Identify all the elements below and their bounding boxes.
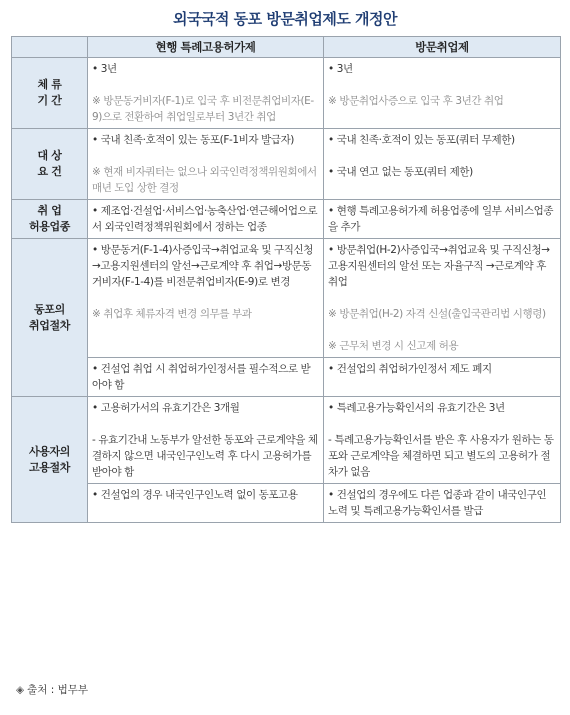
spacer (328, 416, 556, 432)
cell-text: • 방문동거(F-1-4)사증입국→취업교육 및 구직신청→고용지원센터의 알선→근로계약 후 취업→방문동거비자(F-1-4)를 비전문취업비자(E-9)로 변경 (92, 244, 314, 288)
row-category (12, 200, 88, 239)
category-label: 고용절차 (29, 460, 70, 474)
note-text: ※ 근무처 변경 시 신고제 허용 (328, 340, 459, 352)
table-row (12, 200, 561, 239)
category-label: 취업절차 (29, 318, 70, 332)
spacer (328, 148, 556, 164)
spacer (92, 416, 319, 432)
table-row (12, 129, 561, 200)
header-corner (12, 37, 88, 58)
category-label: 대 상 (37, 149, 62, 162)
cell-text: • 국내 친족·호적이 있는 동포(쿼터 무제한) (328, 134, 515, 146)
new-system-cell (324, 129, 561, 200)
new-system-cell (324, 239, 561, 358)
current-system-cell (88, 58, 324, 129)
category-label: 기 간 (37, 94, 62, 107)
category-label: 체 류 (37, 78, 62, 91)
cell-text: • 방문취업(H-2)사증입국→취업교육 및 구직신청→고용지원센터의 알선 또는 자율구직 →근로계약 후 취업 (328, 244, 550, 288)
table-subrow (12, 484, 561, 523)
source-note (16, 682, 88, 697)
cell-text: - 특례고용가능확인서를 받은 후 사용자가 원하는 동포와 근로계약을 체결하면 되고 별도의 고용허가 절차가 없음 (328, 434, 554, 478)
note-text: ※ 현재 비자쿼터는 없으나 외국인력정책위원회에서 매년 도입 상한 결정 (92, 166, 317, 194)
cell-text: • 국내 연고 없는 동포(쿼터 제한) (328, 166, 473, 178)
category-label: 요 건 (37, 165, 62, 178)
cell-text: • 제조업·건설업·서비스업·농축산업·연근해어업으로서 외국인력정책위원회에서 정하는 업종 (92, 205, 318, 233)
current-system-cell (88, 129, 324, 200)
cell-text: • 국내 친족·호적이 있는 동포(F-1비자 발급자) (92, 134, 295, 146)
new-system-cell (324, 397, 561, 484)
table-row (12, 397, 561, 484)
new-system-cell (324, 58, 561, 129)
note-text: ※ 방문취업사증으로 입국 후 3년간 취업 (328, 95, 504, 107)
header-new: 방문취업제 (324, 37, 561, 58)
current-system-cell (88, 239, 324, 358)
current-system-cell (88, 200, 324, 239)
cell-text: • 건설업의 취업허가인정서 제도 폐지 (328, 363, 492, 375)
header-row (12, 37, 561, 58)
category-label: 취 업 (37, 204, 62, 217)
cell-text: • 건설업 취업 시 취업허가인정서를 필수적으로 받아야 함 (92, 363, 311, 391)
cell-text: • 3년 (328, 63, 353, 75)
table-row (12, 58, 561, 129)
diamond-icon: ◈ (16, 684, 25, 696)
spacer (328, 322, 556, 338)
header-current: 현행 특례고용허가제 (88, 37, 324, 58)
cell-text: • 특례고용가능확인서의 유효기간은 3년 (328, 402, 505, 414)
document-title: 외국국적 동포 방문취업제도 개정안 (172, 10, 398, 28)
category-label: 사용자의 (29, 444, 70, 458)
spacer (92, 77, 319, 93)
category-label: 허용업종 (29, 220, 70, 233)
category-label: 동포의 (34, 302, 65, 316)
spacer (328, 290, 556, 306)
new-system-cell (324, 200, 561, 239)
new-system-cell (324, 358, 561, 397)
cell-text: • 건설업의 경우 내국인구인노력 없이 동포고용 (92, 489, 298, 501)
cell-text: • 고용허가서의 유효기간은 3개월 (92, 402, 240, 414)
spacer (328, 77, 556, 93)
cell-text: • 건설업의 경우에도 다른 업종과 같이 내국인구인노력 및 특례고용가능확인서를 발급 (328, 489, 547, 517)
source-text: 출처 : 법무부 (27, 684, 89, 696)
spacer (92, 290, 319, 306)
row-category (12, 239, 88, 397)
note-text: ※ 취업후 체류자격 변경 의무를 부과 (92, 308, 252, 320)
table-row (12, 239, 561, 358)
table-subrow (12, 358, 561, 397)
row-category (12, 58, 88, 129)
row-category (12, 397, 88, 523)
current-system-cell (88, 397, 324, 484)
new-system-cell (324, 484, 561, 523)
current-system-cell (88, 358, 324, 397)
note-text: ※ 방문취업(H-2) 자격 신설(출입국관리법 시행령) (328, 308, 546, 320)
cell-text: • 현행 특례고용허가제 허용업종에 일부 서비스업종을 추가 (328, 205, 554, 233)
cell-text: • 3년 (92, 63, 117, 75)
comparison-table (11, 36, 561, 523)
current-system-cell (88, 484, 324, 523)
spacer (92, 148, 319, 164)
row-category (12, 129, 88, 200)
cell-text: - 유효기간내 노동부가 알선한 동포와 근로계약을 체결하지 않으면 내국인구인노력 후 다시 고용허가를 받아야 함 (92, 434, 318, 478)
note-text: ※ 방문동거비자(F-1)로 입국 후 비전문취업비자(E-9)으로 전환하여 취업일로부터 3년간 취업 (92, 95, 314, 123)
